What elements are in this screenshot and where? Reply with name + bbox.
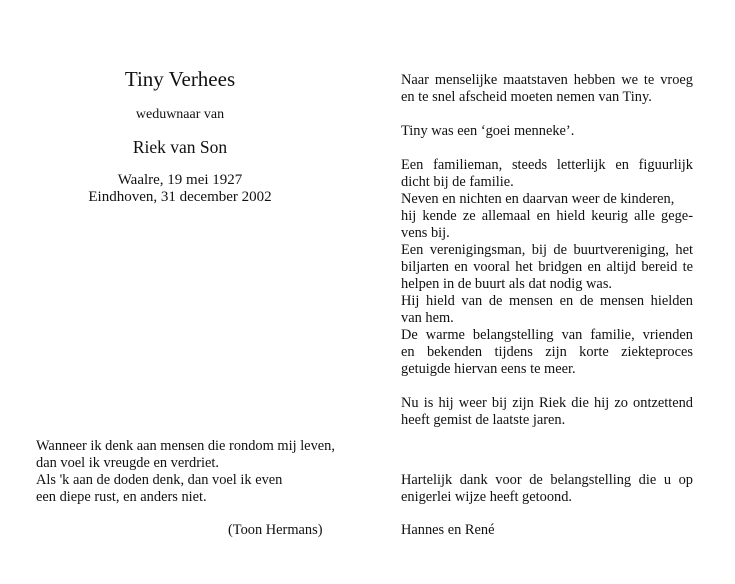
text-line: Tiny was een ‘goei menneke’.	[401, 123, 575, 139]
text-line: Hij hield van de mensen en de mensen hielden	[401, 293, 693, 309]
text-line: biljarten en vooral het bridgen en altijd bereid te	[401, 259, 693, 275]
body-paragraph	[401, 157, 693, 378]
poem-line: Als 'k aan de doden denk, dan voel ik even	[36, 472, 283, 488]
closing-paragraph	[401, 395, 693, 429]
signature: Hannes en René	[401, 522, 495, 538]
text-line: Een verenigingsman, bij de buurtvereniging, het	[401, 242, 693, 258]
right-panel	[401, 72, 693, 429]
text-line: dicht bij de familie.	[401, 174, 514, 190]
left-panel	[0, 0, 360, 584]
text-line: De warme belangstelling van familie, vrienden	[401, 327, 693, 343]
poem-author: (Toon Hermans)	[228, 522, 323, 538]
thanks-paragraph	[401, 472, 693, 506]
text-line: helpen in de buurt als dat nodig was.	[401, 276, 613, 292]
spouse-name: Riek van Son	[132, 137, 228, 157]
birth-line: Waalre, 19 mei 1927	[117, 172, 243, 188]
text-line: Naar menselijke maatstaven hebben we te vroeg	[401, 72, 693, 88]
deceased-name: Tiny Verhees	[124, 67, 236, 91]
text-line: Neven en nichten en daarvan weer de kinderen,	[401, 191, 675, 207]
death-line: Eindhoven, 31 december 2002	[88, 189, 272, 205]
life-dates	[40, 172, 320, 206]
text-line: enigerlei wijze heeft getoond.	[401, 489, 573, 505]
intro-paragraph	[401, 72, 693, 106]
text-line: van hem.	[401, 310, 454, 326]
relation-text: weduwnaar van	[135, 107, 225, 122]
text-line: getuigde hiervan eens te meer.	[401, 361, 576, 377]
poem-line: een diepe rust, en anders niet.	[36, 489, 207, 505]
text-line: hij kende ze allemaal en hield keurig alle gege-	[401, 208, 693, 224]
goei-paragraph	[401, 123, 693, 140]
text-line: heeft gemist de laatste jaren.	[401, 412, 566, 428]
text-line: Een familieman, steeds letterlijk en figuurlijk	[401, 157, 693, 173]
text-line: en bekenden tijdens zijn korte ziekteproces	[401, 344, 693, 360]
text-line: vens bij.	[401, 225, 450, 241]
text-line: Nu is hij weer bij zijn Riek die hij zo ontzettend	[401, 395, 693, 411]
poem-line: dan voel ik vreugde en verdriet.	[36, 455, 220, 471]
poem-line: Wanneer ik denk aan mensen die rondom mij leven,	[36, 438, 335, 454]
text-line: Hartelijk dank voor de belangstelling die u op	[401, 472, 693, 488]
poem	[36, 438, 346, 506]
text-line: en te snel afscheid moeten nemen van Tiny.	[401, 89, 652, 105]
